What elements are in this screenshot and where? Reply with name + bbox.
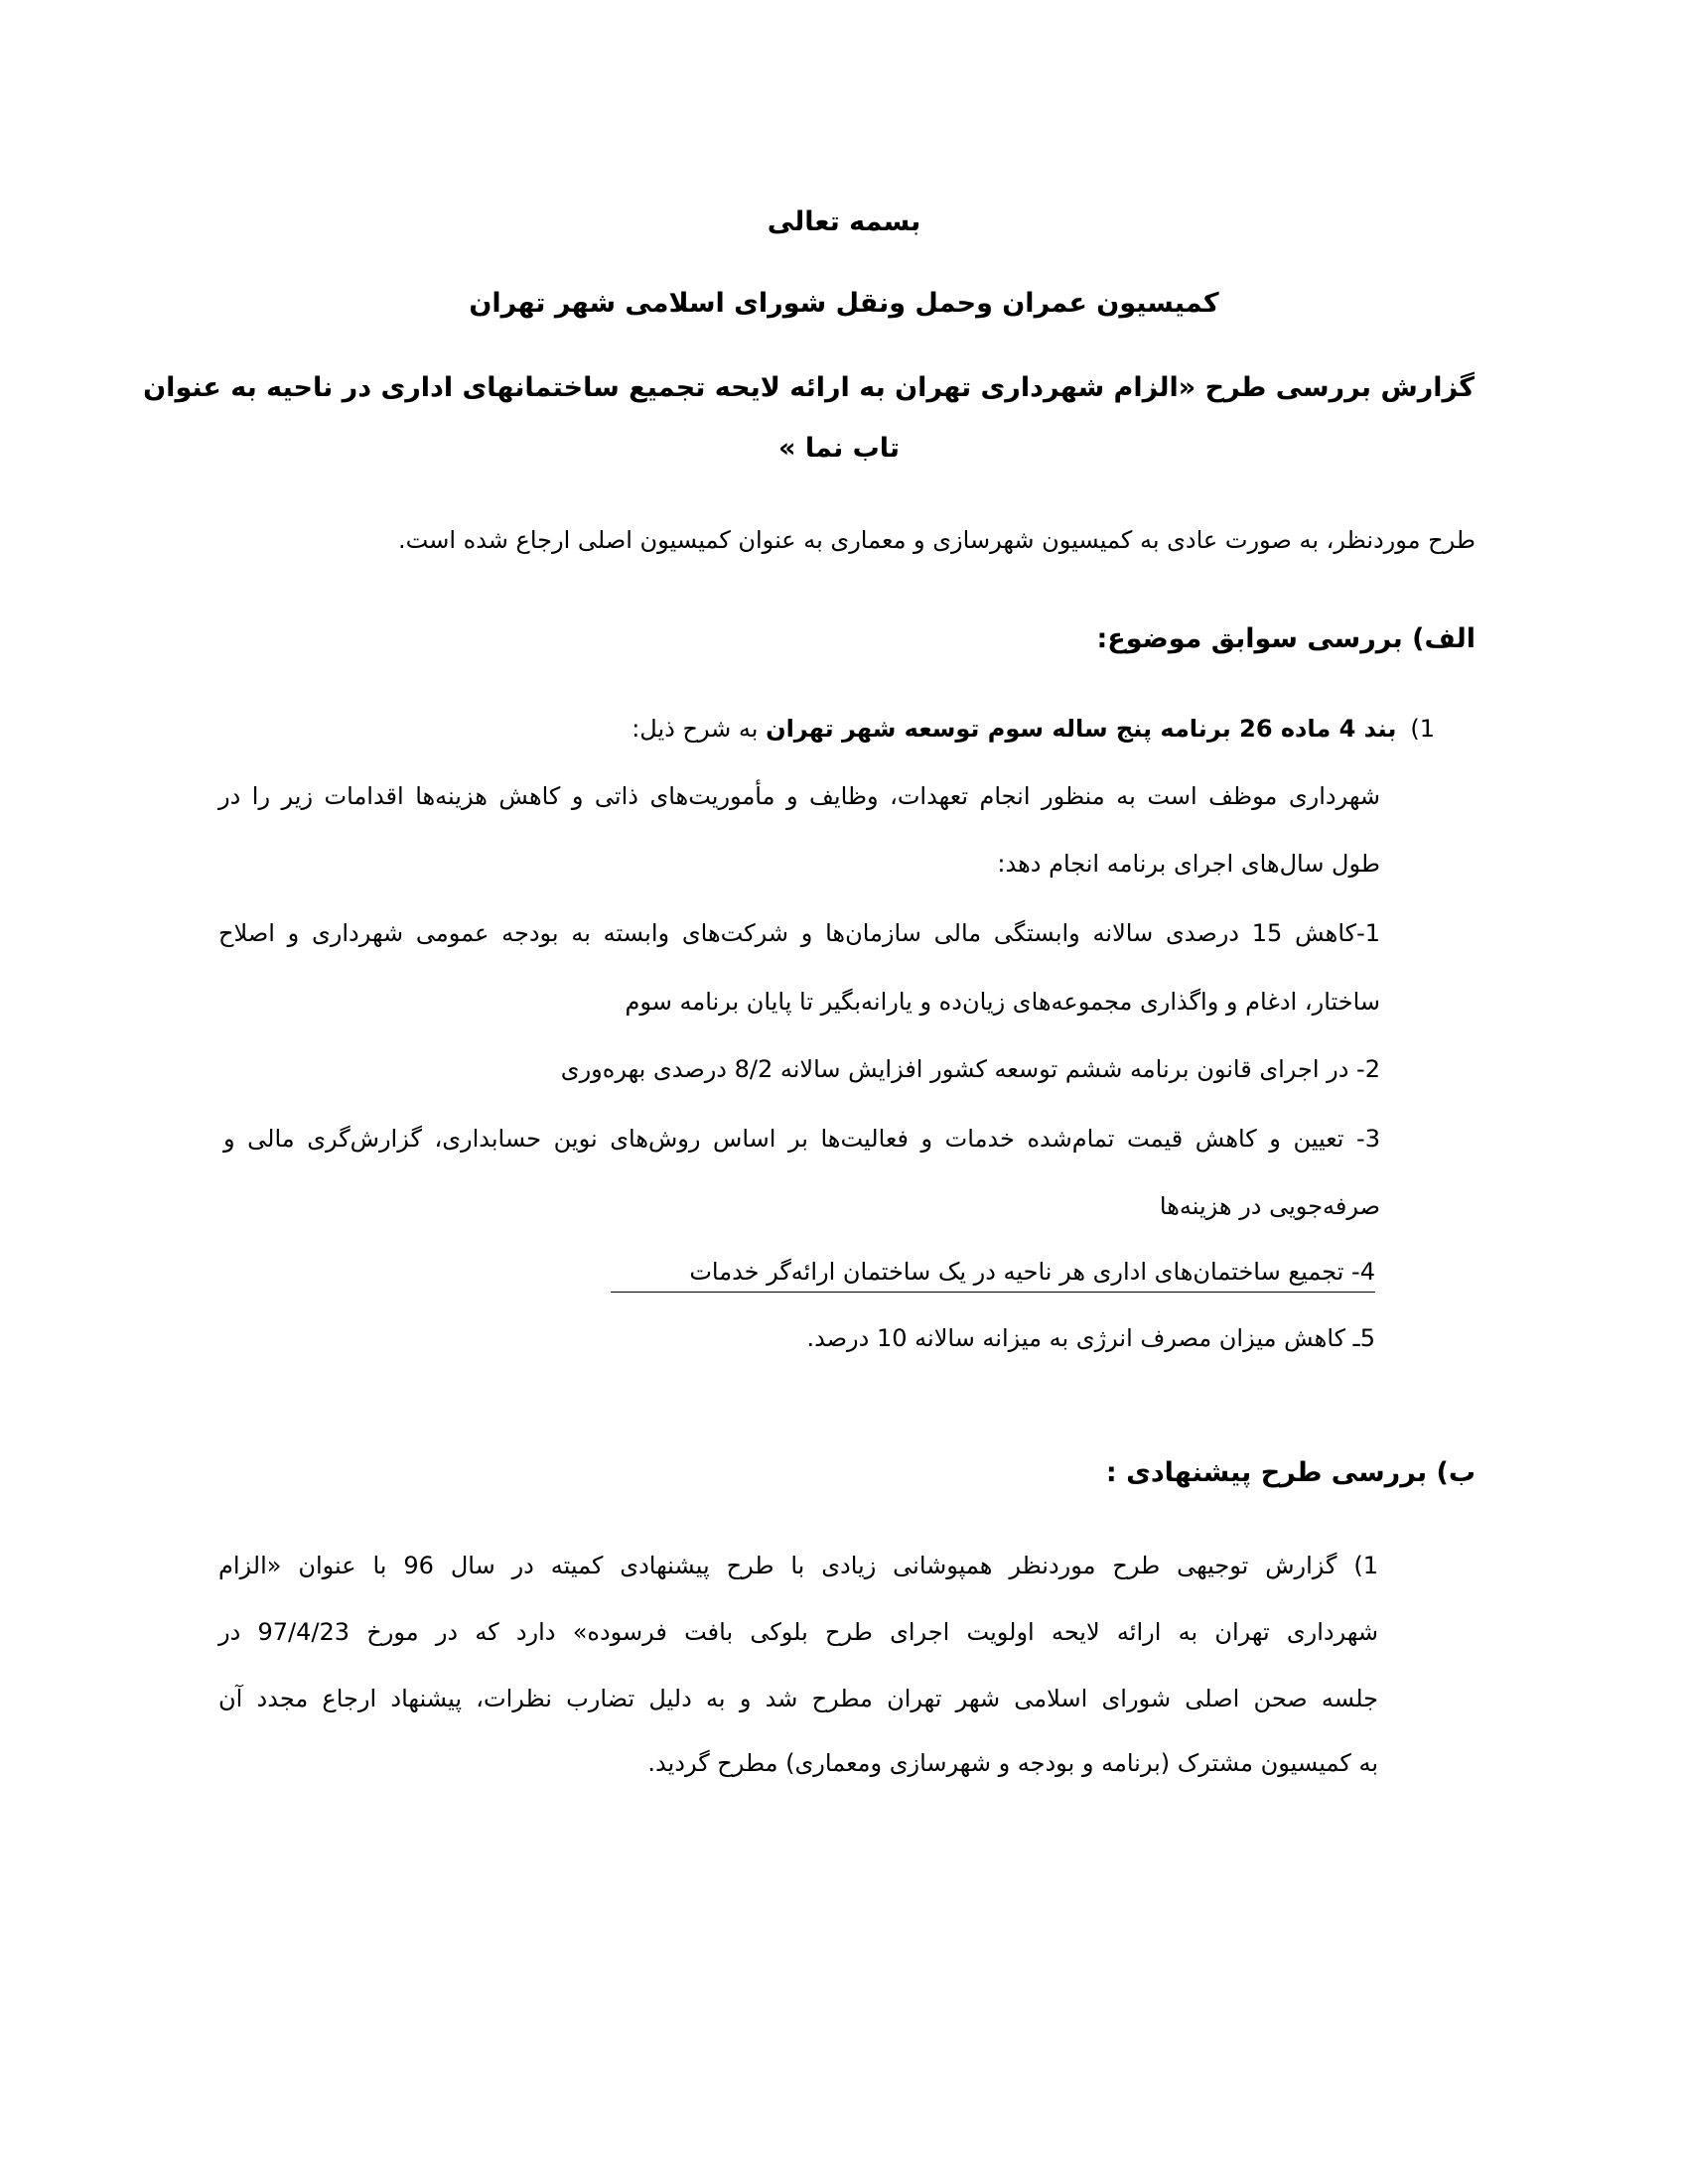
section-a-line: شهرداری موظف است به منظور انجام تعهدات، وظایف و مأموریت‌های ذاتی و کاهش هزینه‌ها اقدامات زیر را در bbox=[218, 782, 1380, 810]
item1-number: 1) bbox=[1410, 715, 1435, 743]
section-b-line: 1) گزارش توجیهی طرح موردنظر همپوشانی زیادی با طرح پیشنهادی کمیته در سال 96 با عنوان «الزام bbox=[218, 1552, 1378, 1579]
section-b-line: شهرداری تهران به ارائه لایحه اولویت اجرای طرح بلوکی بافت فرسوده» دارد که در مورخ 97/4/23 در bbox=[218, 1618, 1379, 1646]
section-b-heading: ب) بررسی طرح پیشنهادی : bbox=[1105, 1457, 1476, 1488]
intro-text: طرح موردنظر، به صورت عادی به کمیسیون شهرسازی و معماری به عنوان کمیسیون اصلی ارجاع شده است. bbox=[398, 526, 1476, 554]
report-title-line2: تاب نما » bbox=[777, 433, 901, 464]
section-a-line-underlined: 4- تجمیع ساختمان‌های اداری هر ناحیه در یک ساختمان ارائه‌گر خدمات bbox=[611, 1260, 1375, 1293]
section-b-line: به کمیسیون مشترک (برنامه و بودجه و شهرسازی ومعماری) مطرح گردید. bbox=[647, 1749, 1378, 1777]
section-a-line: طول سال‌های اجرای برنامه انجام دهد: bbox=[997, 850, 1380, 878]
item1-bold-title: بند 4 ماده 26 برنامه پنج ساله سوم توسعه شهر تهران bbox=[766, 715, 1397, 743]
section-a-item1 bbox=[632, 717, 1435, 741]
section-a-line: 5ـ کاهش میزان مصرف انرژی به میزانه سالانه 10 درصد. bbox=[806, 1324, 1375, 1352]
item1-rest: به شرح ذیل: bbox=[632, 715, 767, 743]
section-a-line: 3- تعیین و کاهش قیمت تمام‌شده خدمات و فعالیت‌ها بر اساس روش‌های نوین حسابداری، گزارش‌گری مالی و bbox=[223, 1125, 1380, 1153]
section-a-line: ساختار، ادغام و واگذاری مجموعه‌های زیان‌ده و یارانه‌بگیر تا پایان برنامه سوم bbox=[625, 988, 1380, 1016]
section-a-line: صرفه‌جویی در هزینه‌ها bbox=[1159, 1192, 1380, 1220]
section-a-heading: الف) بررسی سوابق موضوع: bbox=[1096, 623, 1476, 654]
committee-title: کمیسیون عمران وحمل ونقل شورای اسلامی شهر تهران bbox=[469, 288, 1219, 319]
section-b-line: جلسه صحن اصلی شورای اسلامی شهر تهران مطرح شد و به دلیل تضارب نظرات، پیشنهاد ارجاع مجدد آن bbox=[218, 1685, 1378, 1712]
bismillah: بسمه تعالی bbox=[767, 206, 921, 237]
report-title-line1: گزارش بررسی طرح «الزام شهرداری تهران به ارائه لایحه تجمیع ساختمانهای اداری در ناحیه به عنوان bbox=[143, 372, 1475, 403]
section-a-line: 2- در اجرای قانون برنامه ششم توسعه کشور افزایش سالانه 8/2 درصدی بهره‌وری bbox=[560, 1055, 1380, 1083]
section-a-line: 1-کاهش 15 درصدی سالانه وابستگی مالی سازمان‌ها و شرکت‌های وابسته به بودجه عمومی شهرداری و اصلاح bbox=[218, 919, 1381, 947]
